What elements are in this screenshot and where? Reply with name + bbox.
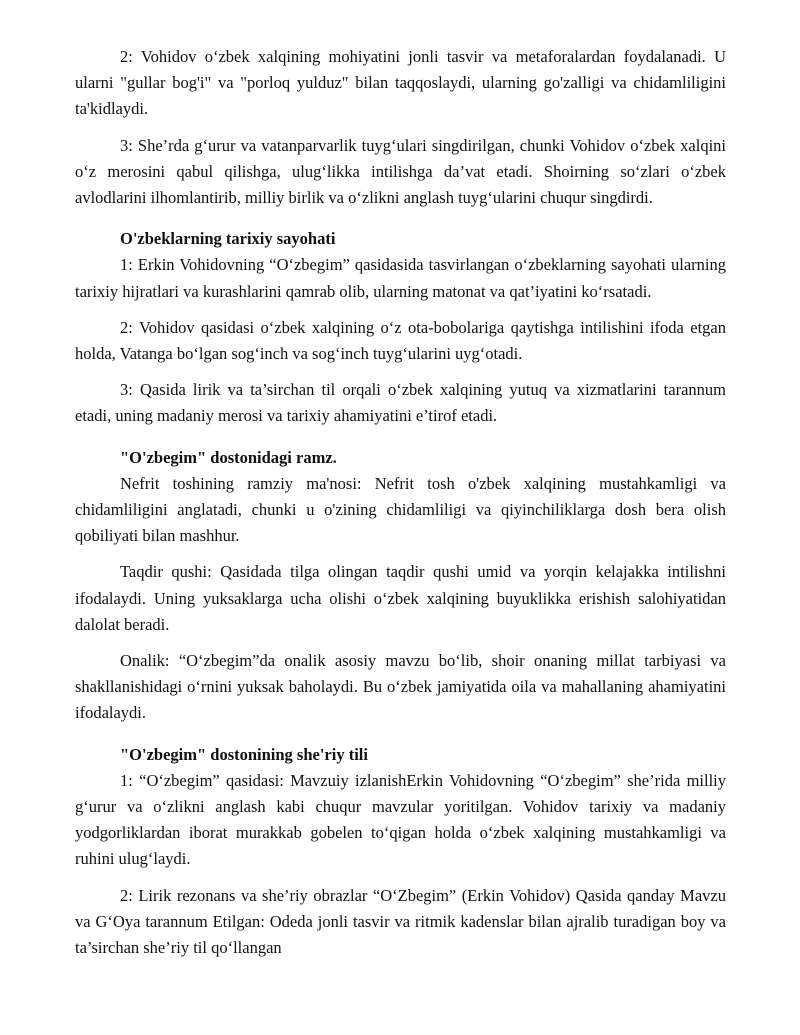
body-paragraph: 2: Vohidov o‘zbek xalqining mohiyatini jonli tasvir va metaforalardan foydalanadi. U ularni "gullar bog'i" va "porloq yulduz" bilan taqqoslaydi, ularning go'zalligi va chidamliligini ta'kidlaydi. (75, 47, 726, 119)
section-heading: O'zbeklarning tarixiy sayohati (120, 229, 336, 249)
body-paragraph: Onalik: “O‘zbegim”da onalik asosiy mavzu bo‘lib, shoir onaning millat tarbiyasi va shakllanishidagi o‘rnini yuksak baholaydi. Bu o‘zbek jamiyatida oila va mahallaning ahamiyatini ifodalaydi. (75, 651, 726, 723)
body-paragraph: 2: Vohidov qasidasi o‘zbek xalqining o‘z ota-bobolariga qaytishga intilishini ifoda etgan holda, Vatanga bo‘lgan sog‘inch va sog‘inch tuyg‘ularini uyg‘otadi. (75, 317, 726, 364)
section-heading: "O'zbegim" dostonidagi ramz. (120, 447, 337, 467)
body-paragraph: 2: Lirik rezonans va she’riy obrazlar “O‘Zbegim” (Erkin Vohidov) Qasida qanday Mavzu va G‘Oya tarannum Etilgan: Odeda jonli tasvir va ritmik kadenslar bilan ajralib turadigan boy va ta’sirchan she’riy til qo‘llangan (75, 885, 726, 958)
body-paragraph: 3: She’rda g‘urur va vatanparvarlik tuyg‘ulari singdirilgan, chunki Vohidov o‘zbek xalqini o‘z merosini qabul qilishga, ulug‘likka intilishga da’vat etadi. Shoirning so‘zlari o‘zbek avlodlarini ilhomlantirib, milliy birlik va o‘zlikni anglash tuyg‘ularini chuqur singdirdi. (75, 135, 726, 208)
section-heading: "O'zbegim" dostonining she'riy tili (120, 744, 368, 764)
document-page (75, 44, 726, 971)
body-paragraph: 3: Qasida lirik va ta’sirchan til orqali o‘zbek xalqining yutuq va xizmatlarini tarannum etadi, uning madaniy merosi va tarixiy ahamiyatini e’tirof etadi. (75, 380, 726, 426)
body-paragraph: Taqdir qushi: Qasidada tilga olingan taqdir qushi umid va yorqin kelajakka intilishni ifodalaydi. Uning yuksaklarga ucha olishi o‘zbek xalqining buyuklikka erishish salohiyatidan dalolat beradi. (75, 562, 726, 634)
body-paragraph: 1: “O‘zbegim” qasidasi: Mavzuiy izlanishErkin Vohidovning “O‘zbegim” she’rida milliy g‘urur va o‘zlikni anglash kabi chuqur mavzular yoritilgan. Vohidov tarixiy va madaniy yodgorliklardan iborat murakkab gobelen to‘qigan holda o‘zbek xalqining mustahkamligi va ruhini ulug‘laydi. (75, 770, 726, 869)
body-paragraph: Nefrit toshining ramziy ma'nosi: Nefrit tosh o'zbek xalqining mustahkamligi va chidamliligini anglatadi, chunki u o'zining chidamliligi va qiyinchiliklarga dosh bera olish qobiliyati bilan mashhur. (75, 473, 726, 546)
body-paragraph: 1: Erkin Vohidovning “O‘zbegim” qasidasida tasvirlangan o‘zbeklarning sayohati ularning tarixiy hijratlari va kurashlarini qamrab olib, ularning matonat va qat’iyatini ko‘rsatadi. (75, 255, 726, 301)
